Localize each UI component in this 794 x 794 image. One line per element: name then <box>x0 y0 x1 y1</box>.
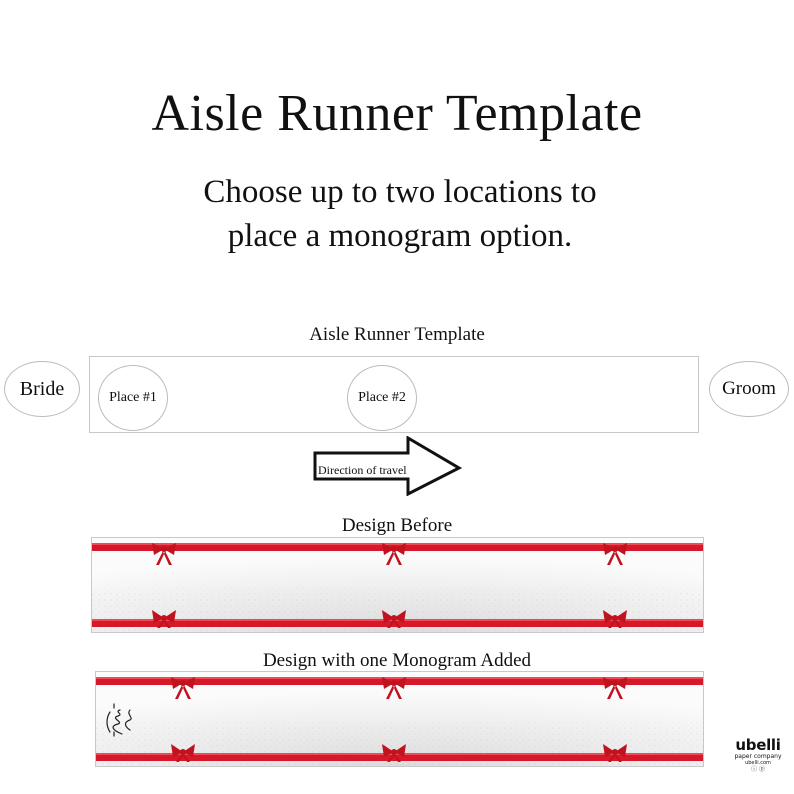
social-icons: ⓘ ⓟ <box>751 766 765 773</box>
subtitle-line-1: Choose up to two locations to <box>203 174 597 210</box>
groom-oval: Groom <box>709 361 789 417</box>
brand-subtitle: paper company <box>734 753 782 760</box>
place-1-circle[interactable]: Place #1 <box>98 365 168 431</box>
page-title: Aisle Runner Template <box>151 85 643 142</box>
template-label: Aisle Runner Template <box>309 324 485 345</box>
bride-oval: Bride <box>4 361 80 417</box>
design-monogram-runner <box>95 671 704 767</box>
brand-name: ubelli <box>735 736 781 754</box>
subtitle-line-2: place a monogram option. <box>227 218 573 254</box>
design-before-runner <box>91 537 704 633</box>
design-monogram-label: Design with one Monogram Added <box>262 650 532 671</box>
page-subtitle <box>100 170 700 258</box>
design-before-label: Design Before <box>341 515 453 536</box>
brand-url: ubelli.com <box>745 760 771 766</box>
direction-label: Direction of travel <box>318 463 407 477</box>
place-2-circle[interactable]: Place #2 <box>347 365 417 431</box>
brand-logo <box>727 737 789 773</box>
